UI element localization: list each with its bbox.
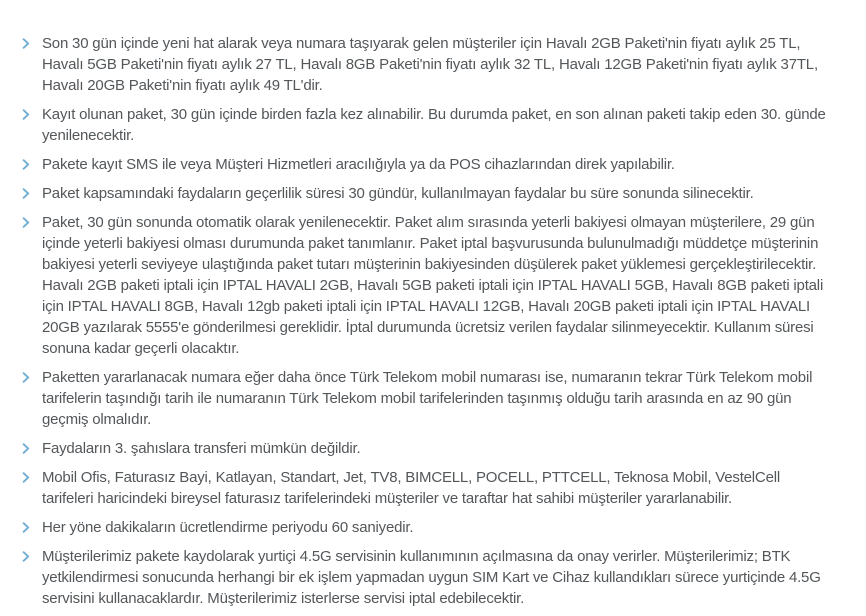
term-text: Müşterilerimiz pakete kaydolarak yurtiçi 4.5G servisinin kullanımının açılmasına da onay verirler. Müşterilerimiz; BTK yetkilendirmesi sonucunda herhangi bir ek işlem yapmadan uygun SIM Kart ve Cihaz kullandıkları sürece yurtiçinde 4.5G servisini kullanacaklardır. Müşterilerimiz isterlerse servisi iptal edebilecektir. <box>42 548 821 607</box>
list-item <box>20 517 832 538</box>
list-item <box>20 467 832 509</box>
chevron-right-icon <box>22 472 30 483</box>
chevron-right-icon <box>22 443 30 454</box>
list-item <box>20 104 832 146</box>
term-text: Pakete kayıt SMS ile veya Müşteri Hizmetleri aracılığıyla ya da POS cihazlarından direk yapılabilir. <box>42 156 675 173</box>
term-text: Her yöne dakikaların ücretlendirme periyodu 60 saniyedir. <box>42 519 414 536</box>
chevron-right-icon <box>22 109 30 120</box>
list-item <box>20 212 832 359</box>
chevron-right-icon <box>22 217 30 228</box>
term-text: Paket, 30 gün sonunda otomatik olarak yenilenecektir. Paket alım sırasında yeterli bakiyesi olmayan müşterilere, 29 gün içinde yeterli bakiyesi olması durumunda paket tanımlanır. Paket iptal başvurusunda bulunulmadığı müddetçe müşterinin bakiyesi yeterli seviyeye ulaştığında paket tutarı müşterinin bakiyesinden düşülerek paket yüklemesi gerçekleştirilecektir. Havalı 2GB paketi iptali için IPTAL HAVALI 2GB, Havalı 5GB paketi iptali için IPTAL HAVALI 5GB, Havalı 8GB paketi iptali için IPTAL HAVALI 8GB, Havalı 12gb paketi iptali için IPTAL HAVALI 12GB, Havalı 20GB paketi iptali için IPTAL HAVALI 20GB yazılarak 5555'e gönderilmesi gereklidir. İptal durumunda ücretsiz verilen faydalar silinmeyecektir. Kullanım süresi sonuna kadar geçerli olacaktır. <box>42 214 824 357</box>
term-text: Paketten yararlanacak numara eğer daha önce Türk Telekom mobil numarası ise, numaranın tekrar Türk Telekom mobil tarifelerin taşındığı tarih ile numaranın Türk Telekom mobil tarifelerinden taşınmış olduğu tarih arasında en az 90 gün geçmiş olmalıdır. <box>42 369 813 428</box>
list-item <box>20 546 832 609</box>
list-item <box>20 367 832 430</box>
list-item <box>20 438 832 459</box>
term-text: Mobil Ofis, Faturasız Bayi, Katlayan, Standart, Jet, TV8, BIMCELL, POCELL, PTTCELL, Teknosa Mobil, VestelCell tarifeleri haricindeki bireysel faturasız tarifelerindeki müşteriler ve taraftar hat sahibi müşteriler yararlanabilir. <box>42 469 780 507</box>
term-text: Kayıt olunan paket, 30 gün içinde birden fazla kez alınabilir. Bu durumda paket, en son alınan paketi takip eden 30. günde yenilenecektir. <box>42 106 826 144</box>
term-text: Son 30 gün içinde yeni hat alarak veya numara taşıyarak gelen müşteriler için Havalı 2GB Paketi'nin fiyatı aylık 25 TL, Havalı 5GB Paketi'nin fiyatı aylık 27 TL, Havalı 8GB Paketi'nin fiyatı aylık 32 TL, Havalı 12GB Paketi'nin fiyatı aylık 37TL, Havalı 20GB Paketi'nin fiyatı aylık 49 TL'dir. <box>42 35 818 94</box>
chevron-right-icon <box>22 159 30 170</box>
list-item <box>20 183 832 204</box>
chevron-right-icon <box>22 372 30 383</box>
chevron-right-icon <box>22 551 30 562</box>
term-text: Faydaların 3. şahıslara transferi mümkün değildir. <box>42 440 361 457</box>
term-text: Paket kapsamındaki faydaların geçerlilik süresi 30 gündür, kullanılmayan faydalar bu süre sonunda silinecektir. <box>42 185 754 202</box>
list-item <box>20 154 832 175</box>
chevron-right-icon <box>22 188 30 199</box>
chevron-right-icon <box>22 38 30 49</box>
list-item <box>20 33 832 96</box>
chevron-right-icon <box>22 522 30 533</box>
